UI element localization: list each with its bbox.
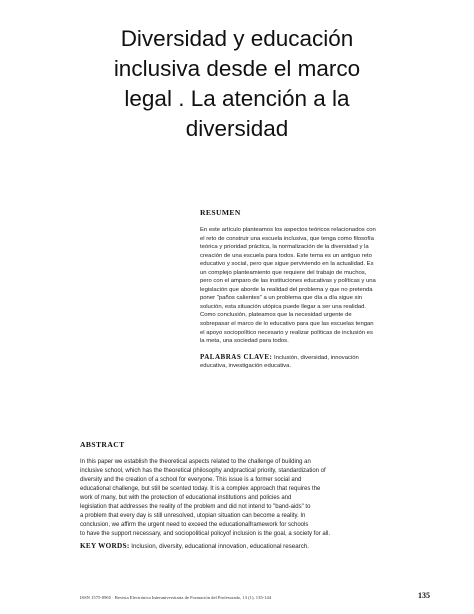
resumen-line: poner "paños calientes" a un problema que día a día sigue sin xyxy=(200,295,363,302)
abstract-line: diversity and the creation of a school for everyone. This issue is a former social and xyxy=(80,477,302,484)
palabras-clave xyxy=(200,353,432,371)
resumen-body xyxy=(200,226,432,346)
page-number: 135 xyxy=(418,591,430,600)
abstract-line: conclusion, we affirm the urgent need to exceed the educationalframework for schools xyxy=(80,522,309,529)
key-words-label: KEY WORDS: xyxy=(80,542,130,551)
title-line: diversidad xyxy=(185,116,289,141)
title-line: inclusiva desde el marco xyxy=(113,56,361,81)
palabras-clave-line xyxy=(200,353,432,363)
resumen-line: un complejo planteamiento que requiere del trabajo de muchos, xyxy=(200,269,367,276)
resumen-line: creación de una escuela para todos. Este tema es un antiguo reto xyxy=(200,252,372,259)
key-words xyxy=(80,542,428,551)
abstract-line: work of many, but with the protection of educational institutions and policies and xyxy=(80,495,292,502)
abstract-line: a problem that every day is still unresolved, utopian situation can become a reality. In xyxy=(80,513,306,520)
resumen-line: educativo y social, pero que sigue perviviendo en la actualidad. Es xyxy=(200,261,374,268)
abstract-line: educational challenge, but still be scented today. It is a complex approach that requires the xyxy=(80,486,321,493)
key-words-text: Inclusion, diversity, educational innovation, educational research. xyxy=(129,543,309,551)
resumen-line: sobrepasar el marco de lo educativo para que las escuelas tengan xyxy=(200,321,374,328)
abstract-body xyxy=(80,458,428,539)
abstract-line: In this paper we establish the theoretical aspects related to the challenge of building an xyxy=(80,459,311,465)
palabras-clave-text: Inclusión, diversidad, innovación xyxy=(272,354,359,361)
abstract-section xyxy=(80,440,428,551)
resumen-line: Como conclusión, plateamos que la necesidad urgente de xyxy=(200,312,352,319)
resumen-line: legislación que aborde la realidad del problema y que no pretenda xyxy=(200,286,373,293)
resumen-line: la meta, una sociedad para todos. xyxy=(200,338,289,345)
palabras-clave-line-2: educativa, investigación educativa. xyxy=(200,363,292,370)
abstract-line: to have the support necessary, and sociopolitical policyof inclusion is the goal, a society for all. xyxy=(80,531,331,538)
resumen-line: En este artículo planteamos los aspectos teóricos relacionados con xyxy=(200,227,376,233)
resumen-line: pero con el amparo de las instituciones educativas y políticas y una xyxy=(200,278,376,285)
title-line: Diversidad y educación xyxy=(120,26,354,51)
abstract-heading: ABSTRACT xyxy=(80,440,125,449)
abstract-line: inclusive school, which has the theoretical philosophy andpractical priority, standardization of xyxy=(80,468,326,475)
footer-issn: ISSN 1575-0965 · Revista Electrónica Interuniversitaria de Formación del Profesorado, 13 (1), 135-144 xyxy=(80,595,272,600)
resumen-line: el reto de construir una escuela inclusiva, que tenga como filosofía xyxy=(200,235,374,242)
resumen-heading: RESUMEN xyxy=(200,208,241,217)
abstract-line: legislation that addresses the reality of the problem and did not intend to "band-aids" to xyxy=(80,504,311,511)
resumen-line: teórica y prioridad práctica, la normalización de la diversidad y la xyxy=(200,244,369,251)
resumen-section xyxy=(200,208,432,371)
title-line: legal . La atención a la xyxy=(124,86,350,111)
resumen-line: solución, esta situación utópica puede llegar a ser una realidad. xyxy=(200,303,367,310)
article-title xyxy=(60,24,414,144)
resumen-line: el apoyo sociopolítico necesario y realizar políticas de inclusión es xyxy=(200,329,373,336)
palabras-clave-label: PALABRAS CLAVE: xyxy=(200,352,273,361)
